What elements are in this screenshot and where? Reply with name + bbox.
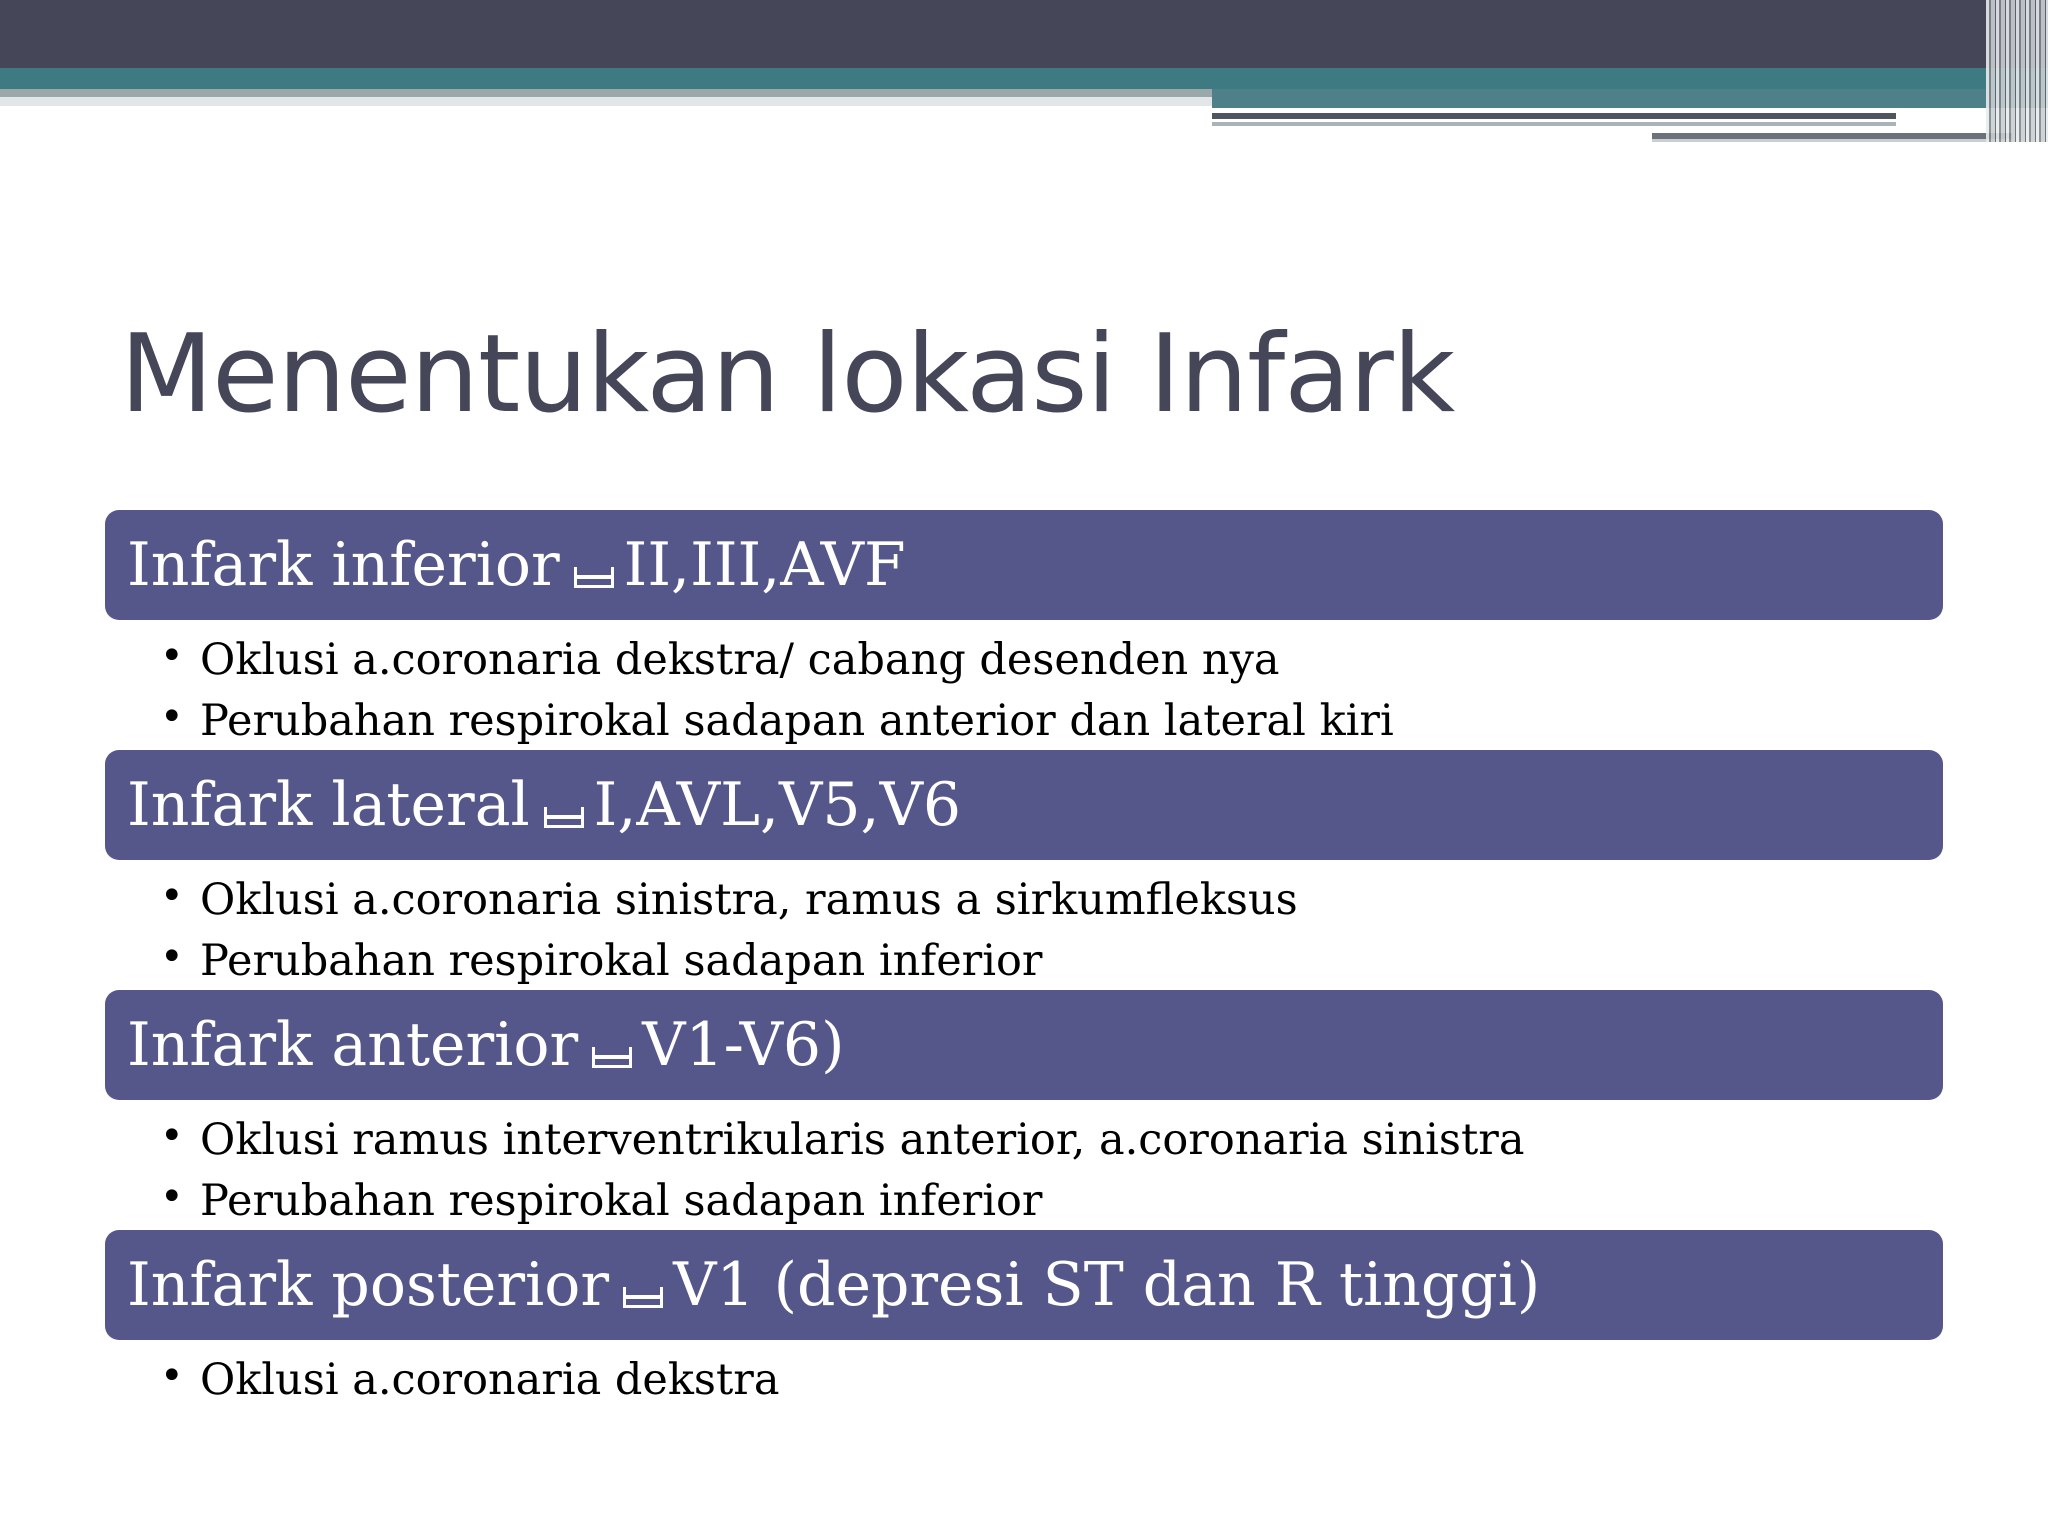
section-label: Infark lateral [127,770,530,840]
section-leads: II,III,AVF [623,530,906,600]
list-item: • Perubahan respirokal sadapan inferior [160,931,1298,992]
section-header-posterior [105,1230,1943,1340]
edge-stripes-decoration [1986,0,2048,142]
header-band-grey [0,89,1212,97]
section-leads: I,AVL,V5,V6 [593,770,962,840]
section-leads: V1-V6) [642,1010,845,1080]
section-label: Infark posterior [127,1250,610,1320]
list-item: • Oklusi a.coronaria dekstra/ cabang desenden nya [160,630,1394,691]
list-item: • Perubahan respirokal sadapan anterior dan lateral kiri [160,691,1394,752]
list-item: • Oklusi a.coronaria sinistra, ramus a sirkumfleksus [160,870,1298,931]
bullet-list-posterior [160,1350,779,1411]
section-header-anterior [105,990,1943,1100]
section-label: Infark inferior [127,530,560,600]
header-band-teal [0,68,2048,89]
header-band-right-teal [1212,89,2048,108]
arrow-icon [544,807,582,835]
header-line [1212,113,1896,119]
arrow-icon [574,567,612,595]
slide-title: Menentukan lokasi Infark [120,312,1455,437]
header-band-light [0,97,1212,106]
bullet-list-lateral [160,870,1298,992]
list-item: • Perubahan respirokal sadapan inferior [160,1171,1524,1232]
arrow-icon [623,1287,661,1315]
bullet-list-inferior [160,630,1394,752]
header-band-dark [0,0,2048,68]
section-header-lateral [105,750,1943,860]
list-item: • Oklusi a.coronaria dekstra [160,1350,779,1411]
header-line [1652,139,2012,142]
section-label: Infark anterior [127,1010,579,1080]
section-leads: V1 (depresi ST dan R tinggi) [673,1250,1541,1320]
header-line [1212,122,1896,126]
bullet-list-anterior [160,1110,1524,1232]
list-item: • Oklusi ramus interventrikularis anterior, a.coronaria sinistra [160,1110,1524,1171]
arrow-icon [592,1047,630,1075]
section-header-inferior [105,510,1943,620]
